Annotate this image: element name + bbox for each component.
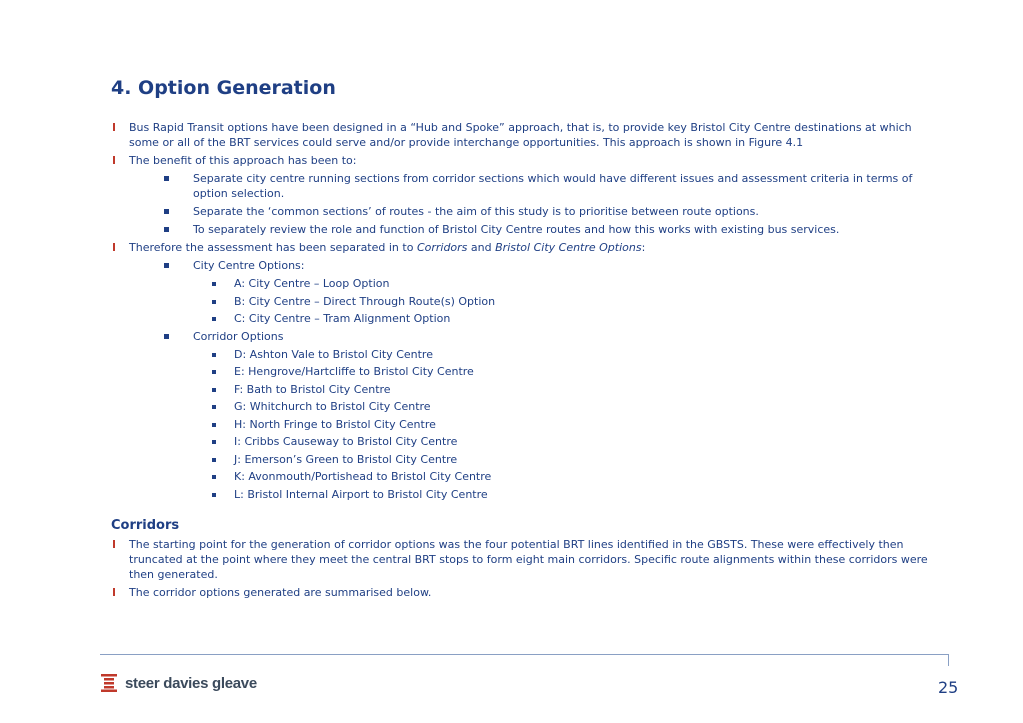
corridors-heading: Corridors bbox=[111, 517, 180, 533]
small-square-bullet-icon bbox=[212, 353, 216, 357]
bullet-corridors-summary bbox=[111, 585, 931, 600]
city-centre-option bbox=[111, 294, 931, 309]
city-centre-option bbox=[111, 276, 931, 291]
assessment-term-city-centre: Bristol City Centre Options bbox=[495, 241, 642, 254]
footer-divider bbox=[100, 654, 949, 655]
corridor-option bbox=[111, 399, 931, 414]
option-text: E: Hengrove/Hartcliffe to Bristol City Centre bbox=[234, 365, 474, 378]
bullet-hub-and-spoke bbox=[111, 120, 931, 150]
footer-divider-tick bbox=[948, 654, 949, 666]
group-label: Corridor Options bbox=[193, 329, 284, 343]
bullet-marker bbox=[113, 123, 115, 131]
logo-text: steer davies gleave bbox=[125, 674, 257, 692]
corridor-option bbox=[111, 487, 931, 502]
small-square-bullet-icon bbox=[212, 317, 216, 321]
benefit-item bbox=[111, 222, 931, 237]
company-logo bbox=[101, 673, 257, 693]
bullet-text: Bus Rapid Transit options have been designed in a “Hub and Spoke” approach, that is, to provide key Bristol City Centre destinations at which some or all of the BRT services could serve and/or provide interchange opportunities. This approach is shown in Figure 4.1 bbox=[129, 121, 912, 149]
benefit-item bbox=[111, 171, 931, 201]
assessment-term-corridors: Corridors bbox=[416, 241, 468, 254]
benefit-item bbox=[111, 204, 931, 219]
corridor-options-heading bbox=[111, 329, 931, 344]
option-text: B: City Centre – Direct Through Route(s) Option bbox=[234, 294, 496, 308]
body-content bbox=[111, 120, 931, 603]
small-square-bullet-icon bbox=[212, 458, 216, 462]
option-text: D: Ashton Vale to Bristol City Centre bbox=[234, 347, 433, 361]
option-text: F: Bath to Bristol City Centre bbox=[234, 382, 391, 396]
corridor-option bbox=[111, 452, 931, 467]
bullet-corridors-start bbox=[111, 537, 931, 582]
corridor-option bbox=[111, 469, 931, 484]
city-centre-option bbox=[111, 311, 931, 326]
benefit-text: Separate city centre running sections from corridor sections which would have different issues and assessment criteria in terms of option selection. bbox=[193, 172, 913, 200]
option-text: H: North Fringe to Bristol City Centre bbox=[234, 417, 436, 431]
assessment-prefix: Therefore the assessment has been separated in to bbox=[129, 241, 417, 254]
option-text: L: Bristol Internal Airport to Bristol City Centre bbox=[234, 487, 488, 501]
bullet-marker bbox=[113, 156, 115, 164]
small-square-bullet-icon bbox=[212, 282, 216, 286]
bullet-text: The starting point for the generation of corridor options was the four potential BRT lines identified in the GBSTS. These were effectively then truncated at the point where they meet the central BRT stops to form eight main corridors. Specific route alignments within these corridors were then generated. bbox=[129, 537, 928, 581]
small-square-bullet-icon bbox=[212, 405, 216, 409]
bullet-marker bbox=[113, 540, 115, 548]
city-centre-options-heading bbox=[111, 258, 931, 273]
bullet-marker bbox=[113, 588, 115, 596]
option-text: C: City Centre – Tram Alignment Option bbox=[234, 312, 451, 325]
logo-stripes-icon bbox=[101, 674, 117, 692]
benefit-text: To separately review the role and function of Bristol City Centre routes and how this works with existing bus services. bbox=[193, 223, 840, 236]
bullet-marker bbox=[113, 243, 115, 251]
bullet-assessment bbox=[111, 240, 931, 255]
corridor-option bbox=[111, 382, 931, 397]
corridor-option bbox=[111, 364, 931, 379]
small-square-bullet-icon bbox=[212, 388, 216, 392]
assessment-and: and bbox=[467, 241, 496, 254]
small-square-bullet-icon bbox=[212, 493, 216, 497]
option-text: G: Whitchurch to Bristol City Centre bbox=[234, 400, 431, 413]
square-bullet-icon bbox=[164, 176, 169, 181]
small-square-bullet-icon bbox=[212, 440, 216, 444]
small-square-bullet-icon bbox=[212, 423, 216, 427]
bullet-text: The corridor options generated are summarised below. bbox=[129, 585, 432, 599]
square-bullet-icon bbox=[164, 263, 169, 268]
option-text: K: Avonmouth/Portishead to Bristol City Centre bbox=[234, 470, 492, 483]
option-text: J: Emerson’s Green to Bristol City Centre bbox=[234, 452, 458, 466]
bullet-benefit-intro bbox=[111, 153, 931, 168]
corridor-option bbox=[111, 347, 931, 362]
page-title: 4. Option Generation bbox=[111, 77, 336, 99]
square-bullet-icon bbox=[164, 334, 169, 339]
square-bullet-icon bbox=[164, 227, 169, 232]
corridor-option bbox=[111, 434, 931, 449]
small-square-bullet-icon bbox=[212, 370, 216, 374]
small-square-bullet-icon bbox=[212, 475, 216, 479]
small-square-bullet-icon bbox=[212, 300, 216, 304]
group-label: City Centre Options: bbox=[193, 259, 305, 272]
square-bullet-icon bbox=[164, 209, 169, 214]
benefit-text: Separate the ‘common sections’ of routes - the aim of this study is to prioritise between route options. bbox=[193, 205, 759, 218]
option-text: I: Cribbs Causeway to Bristol City Centre bbox=[234, 435, 458, 448]
assessment-suffix: : bbox=[641, 241, 646, 254]
option-text: A: City Centre – Loop Option bbox=[234, 277, 390, 290]
bullet-text: The benefit of this approach has been to: bbox=[129, 154, 357, 167]
page-number: 25 bbox=[938, 678, 959, 697]
corridor-option bbox=[111, 417, 931, 432]
